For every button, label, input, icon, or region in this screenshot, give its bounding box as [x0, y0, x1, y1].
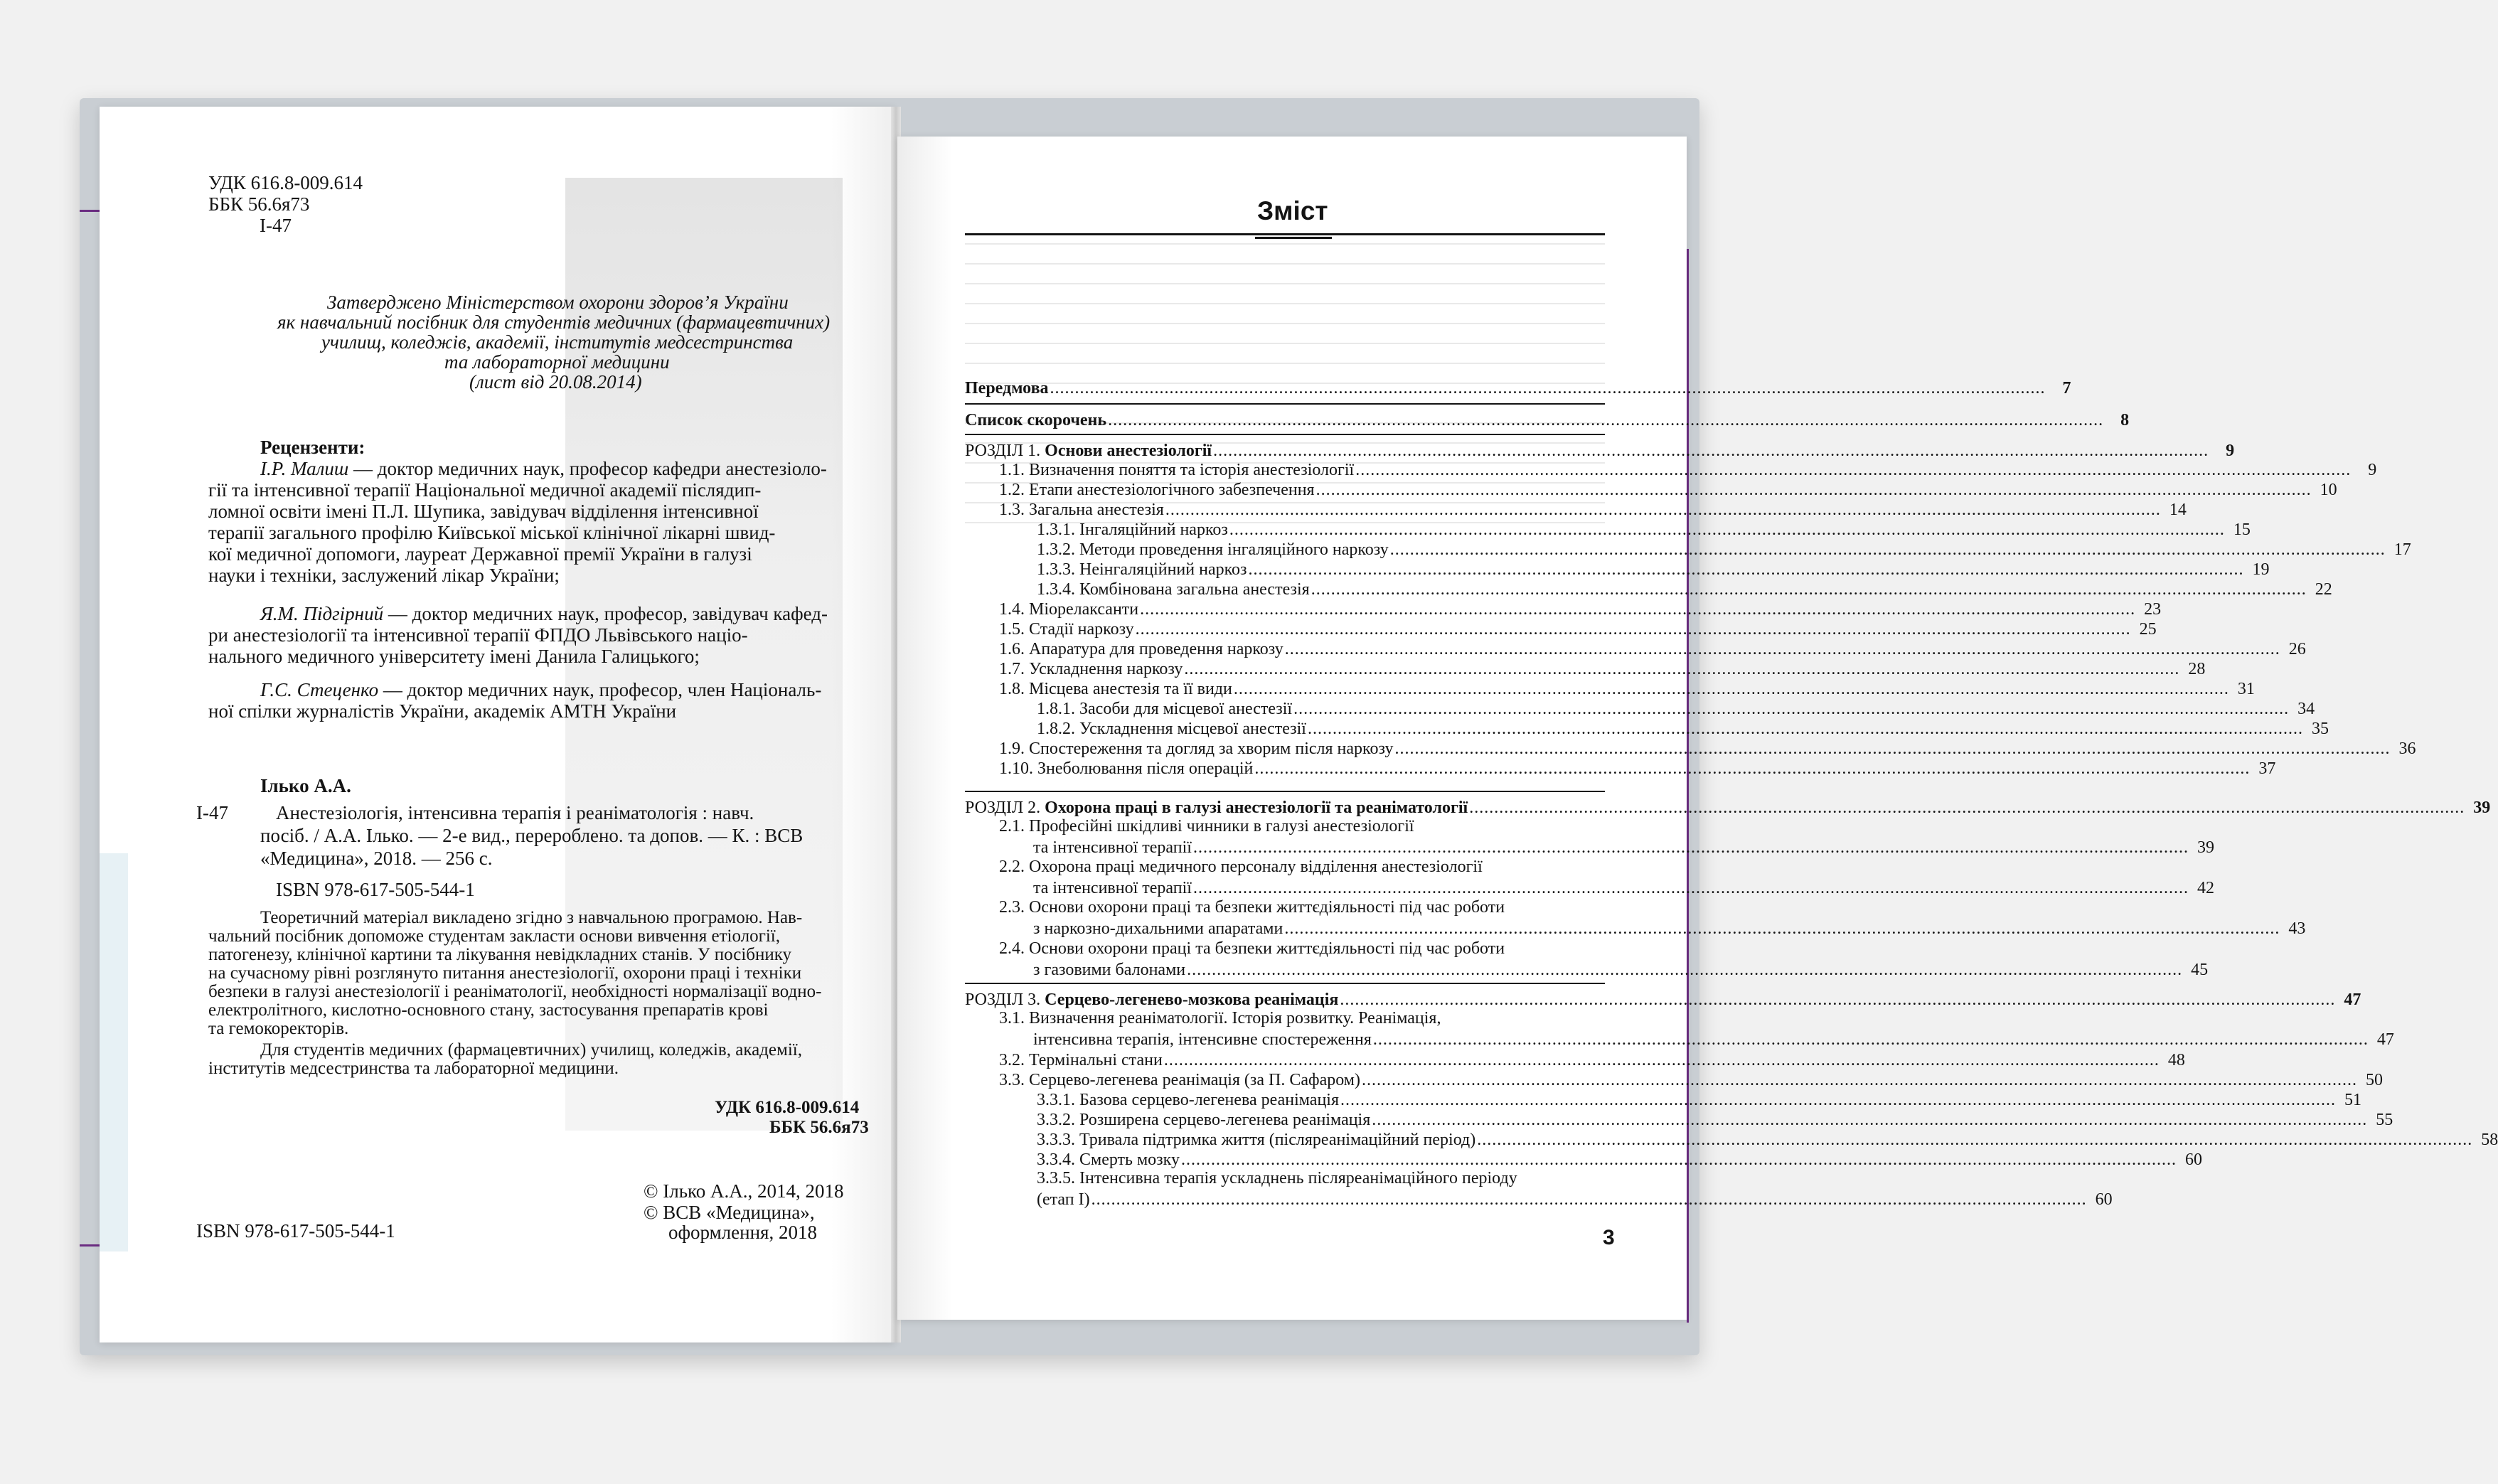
toc-entry-line: 2.3. Основи охорони праці та безпеки життєдіяльності під час роботи [999, 898, 1505, 917]
toc-page-number: 42 [2197, 879, 2214, 897]
toc-leader-dots: ........................................................................................................................................................................................................ [1254, 759, 2251, 778]
bbk-bottom: ББК 56.6я73 [769, 1118, 869, 1137]
abstract-line-4: на сучасному рівні розглянуто питання анестезіології, охорони праці і техніки [208, 963, 802, 983]
copyright-line-1: © Ілько А.А., 2014, 2018 [644, 1180, 844, 1202]
cover-showthrough-strip [100, 853, 128, 1251]
toc-entry[interactable] [999, 757, 2276, 779]
toc-entry[interactable] [999, 658, 2206, 679]
toc-leader-dots: ........................................................................................................................................................................................................ [1389, 540, 2386, 559]
reviewer-2-line-3: нального медичного університету імені Данила Галицького; [208, 646, 700, 667]
toc-page-number: 8 [2120, 411, 2130, 429]
approval-line-1: Затверджено Міністерством охорони здоров’я України [327, 292, 789, 313]
toc-entry-line: 2.2. Охорона праці медичного персоналу відділення анестезіології [999, 858, 1483, 876]
toc-page-number: 9 [2226, 442, 2235, 460]
toc-entry-label: 1.3. Загальна анестезія [999, 501, 1164, 519]
toc-entry[interactable] [1033, 1028, 2394, 1050]
isbn-bottom: ISBN 978-617-505-544-1 [196, 1220, 395, 1242]
toc-entry-label: 1.8.1. Засоби для місцевої анестезії [1037, 700, 1293, 718]
toc-entry[interactable] [999, 1069, 2383, 1090]
toc-leader-dots: ........................................................................................................................................................................................................ [1284, 919, 2280, 938]
toc-page-number: 14 [2169, 501, 2187, 519]
toc-section-separator [965, 403, 1605, 405]
reviewer-3-line-2: ної спілки журналістів України, академік АМТН України [208, 700, 677, 722]
approval-line-2: як навчальний посібник для студентів медичних (фармацевтичних) [277, 311, 831, 333]
toc-entry[interactable] [999, 1049, 2185, 1070]
reviewer-3-text: — доктор медичних наук, професор, член Національ- [378, 679, 822, 700]
reviewer-3-name: Г.С. Стеценко [260, 679, 379, 700]
toc-entry-label: 3.3.2. Розширена серцево-легенева реанімація [1037, 1111, 1371, 1129]
toc-entry[interactable] [999, 459, 2377, 480]
reviewer-1-line-3: ломної освіти імені П.Л. Шупика, завідувач відділення інтенсивної [208, 501, 759, 522]
toc-entry-line: 2.4. Основи охорони праці та безпеки життєдіяльності під час роботи [999, 939, 1505, 958]
reviewer-1-line-5: кої медичної допомоги, лауреат Державної премії України в галузі [208, 543, 752, 565]
toc-entry-label: 3.3.4. Смерть мозку [1037, 1151, 1180, 1169]
toc-leader-dots: ........................................................................................................................................................................................................ [1311, 580, 2307, 599]
toc-page-number: 17 [2393, 540, 2411, 559]
toc-page-number: 37 [2258, 759, 2276, 778]
toc-entry-label: РОЗДІЛ 1. [965, 442, 1045, 460]
toc-page-number: 45 [2191, 961, 2209, 979]
toc-page-number: 35 [2311, 720, 2329, 738]
copyright-line-2: © ВСВ «Медицина», [644, 1202, 815, 1223]
toc-section-separator [965, 434, 1605, 435]
toc-entry[interactable] [999, 737, 2416, 759]
toc-entry-label: 3.2. Термінальні стани [999, 1051, 1163, 1069]
approval-line-4: та лабораторної медицини [444, 351, 670, 373]
toc-entry-label: 1.1. Визначення поняття та історія анестезіології [999, 461, 1355, 479]
toc-entry[interactable] [999, 598, 2162, 619]
reviewer-1-line-6: науки і техніки, заслужений лікар України; [208, 565, 560, 586]
toc-entry[interactable] [1033, 959, 2209, 980]
toc-page-number: 7 [2062, 379, 2071, 397]
toc-entry[interactable] [999, 678, 2255, 699]
toc-leader-dots: ........................................................................................................................................................................................................ [1213, 442, 2209, 460]
toc-entry[interactable] [999, 638, 2306, 659]
toc-entry[interactable] [965, 409, 2130, 430]
reviewer-2-name: Я.М. Підгірний [260, 603, 384, 624]
toc-entry-label: 1.3.2. Методи проведення інгаляційного наркозу [1037, 540, 1389, 559]
toc-leader-dots: ........................................................................................................................................................................................................ [1340, 991, 2336, 1009]
toc-page-number: 55 [2376, 1111, 2393, 1129]
toc-leader-dots: ........................................................................................................................................................................................................ [1108, 411, 2104, 429]
toc-page-number: 43 [2288, 919, 2306, 938]
toc-leader-dots: ........................................................................................................................................................................................................ [1135, 620, 2131, 639]
reviewer-2-text: — доктор медичних наук, професор, завідувач кафед- [383, 603, 828, 624]
toc-leader-dots: ........................................................................................................................................................................................................ [1293, 700, 2290, 718]
toc-leader-dots: ........................................................................................................................................................................................................ [1361, 1071, 2357, 1089]
toc-page-number: 48 [2167, 1051, 2185, 1069]
toc-leader-dots: ........................................................................................................................................................................................................ [1140, 600, 2136, 619]
toc-title-underline [1255, 237, 1332, 239]
isbn-mid: ISBN 978-617-505-544-1 [276, 879, 475, 900]
toc-entry-line: 3.1. Визначення реаніматології. Історія розвитку. Реанімація, [999, 1009, 1441, 1027]
toc-page-number: 26 [2288, 640, 2306, 658]
toc-page-number: 36 [2398, 740, 2416, 758]
toc-entry-line: 3.3.5. Інтенсивна терапія ускладнень післяреанімаційного періоду [1037, 1169, 1517, 1187]
reviewers-heading: Рецензенти: [260, 437, 365, 458]
abstract-line-7: та гемокоректорів. [208, 1019, 349, 1038]
bbk-code: ББК 56.6я73 [208, 193, 310, 215]
toc-page-number: 47 [2344, 991, 2361, 1009]
toc-entry[interactable] [1037, 698, 2315, 719]
toc-entry-label: 1.10. Знеболювання після операцій [999, 759, 1254, 778]
abstract-line-8: Для студентів медичних (фармацевтичних) училищ, коледжів, академії, [260, 1040, 802, 1059]
toc-entry[interactable] [1037, 1148, 2202, 1170]
toc-entry[interactable] [965, 439, 2235, 461]
toc-entry-label: 1.8.2. Ускладнення місцевої анестезії [1037, 720, 1306, 738]
toc-page-number: 60 [2184, 1151, 2202, 1169]
biblio-code: І-47 [196, 802, 228, 823]
toc-entry-label: 1.4. Міорелаксанти [999, 600, 1139, 619]
toc-entry[interactable] [1037, 578, 2332, 599]
reviewer-1-text: — доктор медичних наук, професор кафедри анестезіоло- [348, 458, 827, 479]
reviewer-1-name: І.Р. Малиш [260, 458, 349, 479]
toc-entry-label: 1.8. Місцева анестезія та її види [999, 680, 1232, 698]
toc-leader-dots: ........................................................................................................................................................................................................ [1394, 740, 2391, 758]
toc-entry-label: РОЗДІЛ 2. [965, 799, 1045, 817]
toc-entry[interactable] [1037, 1109, 2393, 1130]
abstract-line-9: інститутів медсестринства та лабораторної медицини. [208, 1059, 619, 1078]
abstract-line-3: патогенезу, клінічної картини та лікування невідкладних станів. У посібнику [208, 945, 792, 964]
toc-entry[interactable] [965, 988, 2361, 1010]
toc-entry[interactable] [1037, 518, 2251, 540]
toc-title-rule [965, 233, 1605, 235]
page-number: 3 [1603, 1226, 1615, 1249]
toc-page-number: 58 [2481, 1131, 2498, 1149]
toc-entry-label: та інтенсивної терапії [1033, 838, 1192, 857]
toc-entry[interactable] [999, 498, 2187, 520]
toc-entry[interactable] [1033, 836, 2214, 858]
toc-leader-dots: ........................................................................................................................................................................................................ [1284, 640, 2280, 658]
toc-page-number: 22 [2315, 580, 2332, 599]
biblio-line-1: Анестезіологія, інтенсивна терапія і реаніматологія : навч. [276, 802, 754, 823]
toc-leader-dots: ........................................................................................................................................................................................................ [1477, 1131, 2473, 1149]
toc-page-number: 10 [2320, 481, 2337, 499]
toc-leader-dots: ........................................................................................................................................................................................................ [1340, 1091, 2337, 1109]
toc-section-separator [965, 791, 1605, 792]
biblio-line-2: посіб. / А.А. Ілько. — 2-е вид., перероблено. та допов. — К. : ВСВ [260, 825, 804, 846]
toc-entry[interactable] [965, 796, 2491, 818]
toc-section-title: Основи анестезіології [1045, 442, 1212, 460]
reviewer-1-line-4: терапії загального профілю Київської міської клінічної лікарні швид- [208, 522, 776, 543]
toc-page-number: 31 [2237, 680, 2255, 698]
reviewer-2-line-1 [260, 603, 828, 624]
abstract-line-6: електролітного, кислотно-основного стану, застосування препаратів крові [208, 1000, 769, 1020]
toc-entry-label: Передмова [965, 379, 1049, 397]
toc-page-number: 15 [2233, 521, 2251, 539]
abstract-line-1: Теоретичний матеріал викладено згідно з навчальною програмою. Нав- [260, 908, 803, 927]
toc-entry-label: та інтенсивної терапії [1033, 879, 1192, 897]
toc-entry[interactable] [1037, 538, 2411, 560]
toc-leader-dots: ........................................................................................................................................................................................................ [1355, 461, 2352, 479]
toc-section-separator [965, 983, 1605, 984]
toc-leader-dots: ........................................................................................................................................................................................................ [1469, 799, 2465, 817]
toc-page-number: 19 [2252, 560, 2270, 579]
toc-entry[interactable] [1033, 917, 2306, 939]
toc-leader-dots: ........................................................................................................................................................................................................ [1233, 680, 2229, 698]
abstract-line-5: безпеки в галузі анестезіології і реаніматології, необхідності нормалізації водно- [208, 982, 822, 1001]
reviewer-3-line-1 [260, 679, 821, 700]
toc-leader-dots: ........................................................................................................................................................................................................ [1229, 521, 2225, 539]
approval-line-3: училищ, коледжів, академії, інститутів медсестринства [321, 331, 794, 353]
toc-entry[interactable] [1033, 877, 2214, 898]
toc-page-number: 34 [2297, 700, 2315, 718]
toc-entry-label: 1.5. Стадії наркозу [999, 620, 1134, 639]
toc-leader-dots: ........................................................................................................................................................................................................ [1184, 660, 2180, 678]
toc-entry-label: інтенсивна терапія, інтенсивне спостереження [1033, 1030, 1372, 1049]
toc-entry-label: 1.6. Апаратура для проведення наркозу [999, 640, 1283, 658]
toc-page-number: 9 [2368, 461, 2377, 479]
toc-leader-dots: ........................................................................................................................................................................................................ [1192, 879, 2189, 897]
copyright-line-3: оформлення, 2018 [668, 1222, 817, 1243]
toc-entry-label: (етап І) [1037, 1190, 1090, 1209]
toc-leader-dots: ........................................................................................................................................................................................................ [1248, 560, 2244, 579]
toc-entry-label: 1.3.1. Інгаляційний наркоз [1037, 521, 1228, 539]
toc-leader-dots: ........................................................................................................................................................................................................ [1165, 501, 2161, 519]
toc-leader-dots: ........................................................................................................................................................................................................ [1307, 720, 2303, 738]
toc-section-title: Охорона праці в галузі анестезіології та реаніматології [1045, 799, 1468, 817]
reviewer-1-line-2: гії та інтенсивної терапії Національної медичної академії післядип- [208, 479, 762, 501]
toc-page-number: 39 [2197, 838, 2214, 857]
toc-entry-label: 1.9. Спостереження та догляд за хворим після наркозу [999, 740, 1394, 758]
toc-page-number: 39 [2473, 799, 2491, 817]
toc-entry-label: 1.3.4. Комбінована загальна анестезія [1037, 580, 1310, 599]
approval-line-5: (лист від 20.08.2014) [469, 371, 642, 393]
toc-entry[interactable] [1037, 558, 2270, 580]
toc-leader-dots: ........................................................................................................................................................................................................ [1192, 838, 2189, 857]
toc-page-number: 60 [2095, 1190, 2113, 1209]
toc-page-number: 51 [2344, 1091, 2362, 1109]
toc-leader-dots: ........................................................................................................................................................................................................ [1372, 1111, 2368, 1129]
toc-entry[interactable] [1037, 1188, 2113, 1210]
catalog-code: І-47 [260, 215, 292, 236]
toc-entry-label: 3.3. Серцево-легенева реанімація (за П. Сафаром) [999, 1071, 1360, 1089]
toc-leader-dots: ........................................................................................................................................................................................................ [1091, 1190, 2087, 1209]
udk-code: УДК 616.8-009.614 [208, 172, 363, 193]
toc-entry[interactable] [1037, 717, 2329, 739]
toc-page-number: 23 [2144, 600, 2162, 619]
toc-page-number: 28 [2188, 660, 2206, 678]
abstract-line-2: чальний посібник допоможе студентам закласти основи вивчення етіології, [208, 927, 780, 946]
biblio-line-3: «Медицина», 2018. — 256 с. [260, 848, 493, 869]
toc-entry-label: 1.7. Ускладнення наркозу [999, 660, 1183, 678]
toc-page-number: 47 [2376, 1030, 2394, 1049]
toc-entry-line: 2.1. Професійні шкідливі чинники в галузі анестезіології [999, 817, 1414, 836]
toc-entry-label: РОЗДІЛ 3. [965, 991, 1045, 1009]
toc-entry-label: 3.3.1. Базова серцево-легенева реанімація [1037, 1091, 1340, 1109]
udk-bottom: УДК 616.8-009.614 [715, 1098, 860, 1117]
toc-entry[interactable] [965, 377, 2071, 398]
toc-entry-label: 3.3.3. Тривала підтримка життя (післяреанімаційний період) [1037, 1131, 1476, 1149]
reviewer-2-line-2: ри анестезіології та інтенсивної терапії ФПДО Львівського націо- [208, 624, 748, 646]
toc-entry[interactable] [1037, 1128, 2498, 1150]
toc-page-number: 50 [2365, 1071, 2383, 1089]
toc-section-title: Серцево-легенево-мозкова реанімація [1045, 991, 1339, 1009]
left-purple-stripe [80, 210, 101, 212]
toc-entry-label: Список скорочень [965, 411, 1107, 429]
toc-entry[interactable] [999, 618, 2157, 639]
toc-entry-label: з наркозно-дихальними апаратами [1033, 919, 1283, 938]
toc-leader-dots: ........................................................................................................................................................................................................ [1180, 1151, 2177, 1169]
toc-entry-label: з газовими балонами [1033, 961, 1186, 979]
author-name: Ілько А.А. [260, 775, 351, 796]
toc-leader-dots: ........................................................................................................................................................................................................ [1050, 379, 2046, 397]
toc-page-number: 25 [2139, 620, 2157, 639]
toc-leader-dots: ........................................................................................................................................................................................................ [1372, 1030, 2369, 1049]
toc-title: Зміст [1257, 196, 1328, 225]
reviewer-1-line-1 [260, 458, 827, 479]
toc-entry-label: 1.3.3. Неінгаляційний наркоз [1037, 560, 1247, 579]
toc-entry-label: 1.2. Етапи анестезіологічного забезпечення [999, 481, 1315, 499]
left-purple-stripe-bottom [80, 1244, 101, 1247]
toc-leader-dots: ........................................................................................................................................................................................................ [1315, 481, 2312, 499]
toc-leader-dots: ........................................................................................................................................................................................................ [1163, 1051, 2160, 1069]
toc-entry[interactable] [1037, 1089, 2362, 1110]
toc-entry[interactable] [999, 479, 2337, 500]
toc-leader-dots: ........................................................................................................................................................................................................ [1187, 961, 2183, 979]
